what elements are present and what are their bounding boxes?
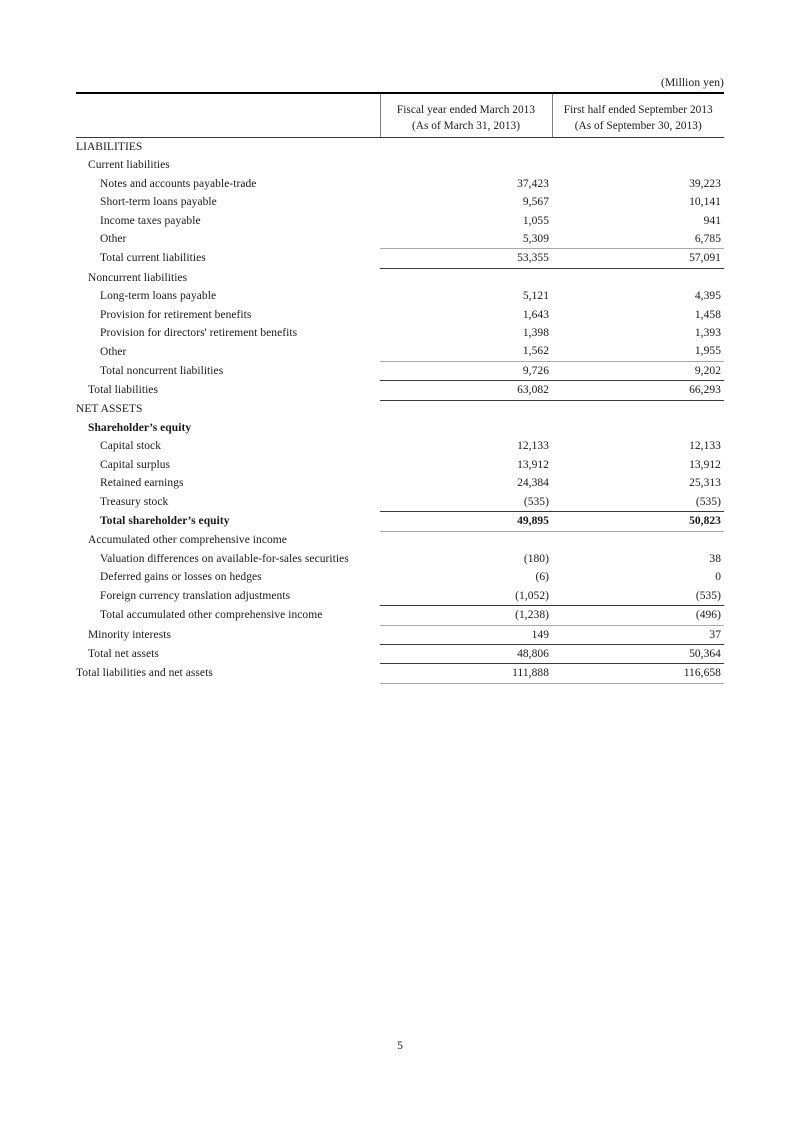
page-number: 5 xyxy=(397,1040,403,1052)
row-value-first-half: (496) xyxy=(552,606,724,625)
row-value-first-half: 1,955 xyxy=(552,342,724,361)
row-value-fiscal-year: 111,888 xyxy=(380,664,552,683)
row-value-fiscal-year xyxy=(380,138,552,157)
row-value-first-half: 116,658 xyxy=(552,664,724,683)
table-header-row xyxy=(76,93,724,138)
row-value-fiscal-year: 48,806 xyxy=(380,644,552,663)
column-header-first-half-line1: First half ended September 2013 xyxy=(563,104,713,116)
row-label: LIABILITIES xyxy=(76,141,143,153)
row-label: Total current liabilities xyxy=(100,252,206,265)
table-row xyxy=(76,324,724,342)
row-label: Income taxes payable xyxy=(100,214,201,227)
row-label: Total shareholder’s equity xyxy=(100,515,230,528)
table-row xyxy=(76,664,724,683)
row-value-fiscal-year: 1,398 xyxy=(522,327,549,340)
table-row xyxy=(76,437,724,455)
row-value-first-half: 50,823 xyxy=(552,512,724,531)
row-value-first-half: 57,091 xyxy=(552,249,724,268)
column-header-first-half-line2: (As of September 30, 2013) xyxy=(574,119,702,132)
column-header-fiscal-year-line2: (As of March 31, 2013) xyxy=(411,119,521,132)
row-value-first-half: (535) xyxy=(552,493,724,512)
row-value-first-half: 9,202 xyxy=(552,361,724,380)
table-row xyxy=(76,568,724,586)
row-label: Other xyxy=(100,233,127,246)
row-label: Accumulated other comprehensive income xyxy=(88,534,287,547)
row-value-first-half: 1,393 xyxy=(694,327,721,340)
table-row xyxy=(76,419,724,437)
row-value-fiscal-year xyxy=(380,419,552,437)
row-value-fiscal-year xyxy=(380,400,552,419)
row-value-fiscal-year: (1,238) xyxy=(380,606,552,625)
table-row xyxy=(76,156,724,174)
row-label: Shareholder’s equity xyxy=(88,422,192,435)
table-row xyxy=(76,342,724,361)
row-value-fiscal-year: 49,895 xyxy=(380,512,552,531)
table-row xyxy=(76,456,724,474)
row-value-fiscal-year: 9,567 xyxy=(522,196,549,209)
row-label: Total net assets xyxy=(88,647,159,660)
row-value-fiscal-year: 53,355 xyxy=(380,249,552,268)
row-value-first-half: 13,912 xyxy=(689,458,721,471)
balance-sheet-table xyxy=(76,92,724,684)
column-header-label xyxy=(76,93,380,138)
table-row xyxy=(76,531,724,550)
row-label: Total liabilities and net assets xyxy=(76,667,213,680)
row-value-first-half: 25,313 xyxy=(689,477,721,490)
table-row xyxy=(76,381,724,400)
row-value-fiscal-year: 24,384 xyxy=(517,477,549,490)
row-value-fiscal-year: 37,423 xyxy=(517,177,549,190)
row-value-first-half: 66,293 xyxy=(552,381,724,400)
column-header-fiscal-year-line1: Fiscal year ended March 2013 xyxy=(396,104,536,116)
row-label: Short-term loans payable xyxy=(100,196,217,209)
table-row xyxy=(76,193,724,211)
row-value-fiscal-year: (535) xyxy=(380,493,552,512)
units-caption: (Million yen) xyxy=(661,77,724,89)
table-row xyxy=(76,550,724,568)
table-body xyxy=(76,138,724,684)
row-label: Deferred gains or losses on hedges xyxy=(100,571,262,584)
table-row xyxy=(76,230,724,249)
row-value-fiscal-year: (1,052) xyxy=(380,587,552,606)
table-header xyxy=(76,93,724,138)
row-value-first-half xyxy=(552,138,724,157)
row-value-first-half: 12,133 xyxy=(689,440,721,453)
row-value-first-half: 50,364 xyxy=(552,644,724,663)
row-label: NET ASSETS xyxy=(76,403,143,416)
row-value-first-half: 1,458 xyxy=(694,308,721,321)
row-label: Provision for retirement benefits xyxy=(100,308,252,321)
row-value-fiscal-year xyxy=(380,268,552,287)
table-row xyxy=(76,175,724,193)
row-label: Total noncurrent liabilities xyxy=(100,364,224,377)
row-label: Noncurrent liabilities xyxy=(88,271,188,284)
table-row xyxy=(76,493,724,512)
row-label: Retained earnings xyxy=(100,477,184,490)
row-value-first-half: (535) xyxy=(552,587,724,606)
table-row xyxy=(76,361,724,380)
table-row xyxy=(76,306,724,324)
table-row xyxy=(76,512,724,531)
row-label: Valuation differences on available-for-sales securities xyxy=(100,552,349,565)
row-value-first-half: 4,395 xyxy=(694,290,721,303)
row-value-fiscal-year: 5,121 xyxy=(522,290,549,303)
row-label: Treasury stock xyxy=(100,495,169,508)
row-label: Minority interests xyxy=(88,628,171,641)
table-row xyxy=(76,587,724,606)
row-value-first-half xyxy=(552,419,724,437)
table-row xyxy=(76,606,724,625)
row-label: Provision for directors' retirement benefits xyxy=(100,327,298,340)
row-value-first-half: 38 xyxy=(709,552,721,565)
row-value-fiscal-year xyxy=(380,156,552,174)
row-label: Current liabilities xyxy=(88,159,170,172)
row-value-fiscal-year xyxy=(380,531,552,550)
row-value-first-half: 941 xyxy=(703,214,721,227)
table-row xyxy=(76,268,724,287)
row-label: Other xyxy=(100,345,127,358)
row-value-first-half: 39,223 xyxy=(689,177,721,190)
row-value-first-half xyxy=(552,400,724,419)
row-label: Long-term loans payable xyxy=(100,290,217,303)
row-label: Total accumulated other comprehensive income xyxy=(100,609,323,622)
row-value-fiscal-year: 63,082 xyxy=(380,381,552,400)
row-value-fiscal-year: 1,055 xyxy=(522,214,549,227)
row-value-first-half xyxy=(552,156,724,174)
row-value-fiscal-year: (180) xyxy=(523,552,549,565)
table-row xyxy=(76,212,724,230)
row-value-fiscal-year: 1,643 xyxy=(522,308,549,321)
row-value-first-half: 6,785 xyxy=(552,230,724,249)
row-label: Notes and accounts payable-trade xyxy=(100,177,257,190)
row-value-first-half: 0 xyxy=(715,571,721,584)
row-value-first-half xyxy=(552,531,724,550)
table-row xyxy=(76,474,724,492)
column-header-first-half xyxy=(552,93,724,138)
row-value-first-half: 37 xyxy=(552,625,724,644)
row-value-fiscal-year: 12,133 xyxy=(517,440,549,453)
row-value-fiscal-year: 5,309 xyxy=(380,230,552,249)
row-value-fiscal-year: (6) xyxy=(535,571,549,584)
table-row xyxy=(76,138,724,157)
row-value-first-half: 10,141 xyxy=(689,196,721,209)
row-value-first-half xyxy=(552,268,724,287)
row-value-fiscal-year: 9,726 xyxy=(380,361,552,380)
table-row xyxy=(76,644,724,663)
row-label: Foreign currency translation adjustments xyxy=(100,589,291,602)
table-row xyxy=(76,249,724,268)
table-row xyxy=(76,287,724,305)
row-value-fiscal-year: 1,562 xyxy=(380,342,552,361)
table-row xyxy=(76,400,724,419)
row-label: Capital stock xyxy=(100,440,162,453)
row-label: Total liabilities xyxy=(88,384,158,397)
row-value-fiscal-year: 13,912 xyxy=(517,458,549,471)
table-row xyxy=(76,625,724,644)
row-value-fiscal-year: 149 xyxy=(380,625,552,644)
column-header-fiscal-year xyxy=(380,93,552,138)
row-label: Capital surplus xyxy=(100,458,171,471)
